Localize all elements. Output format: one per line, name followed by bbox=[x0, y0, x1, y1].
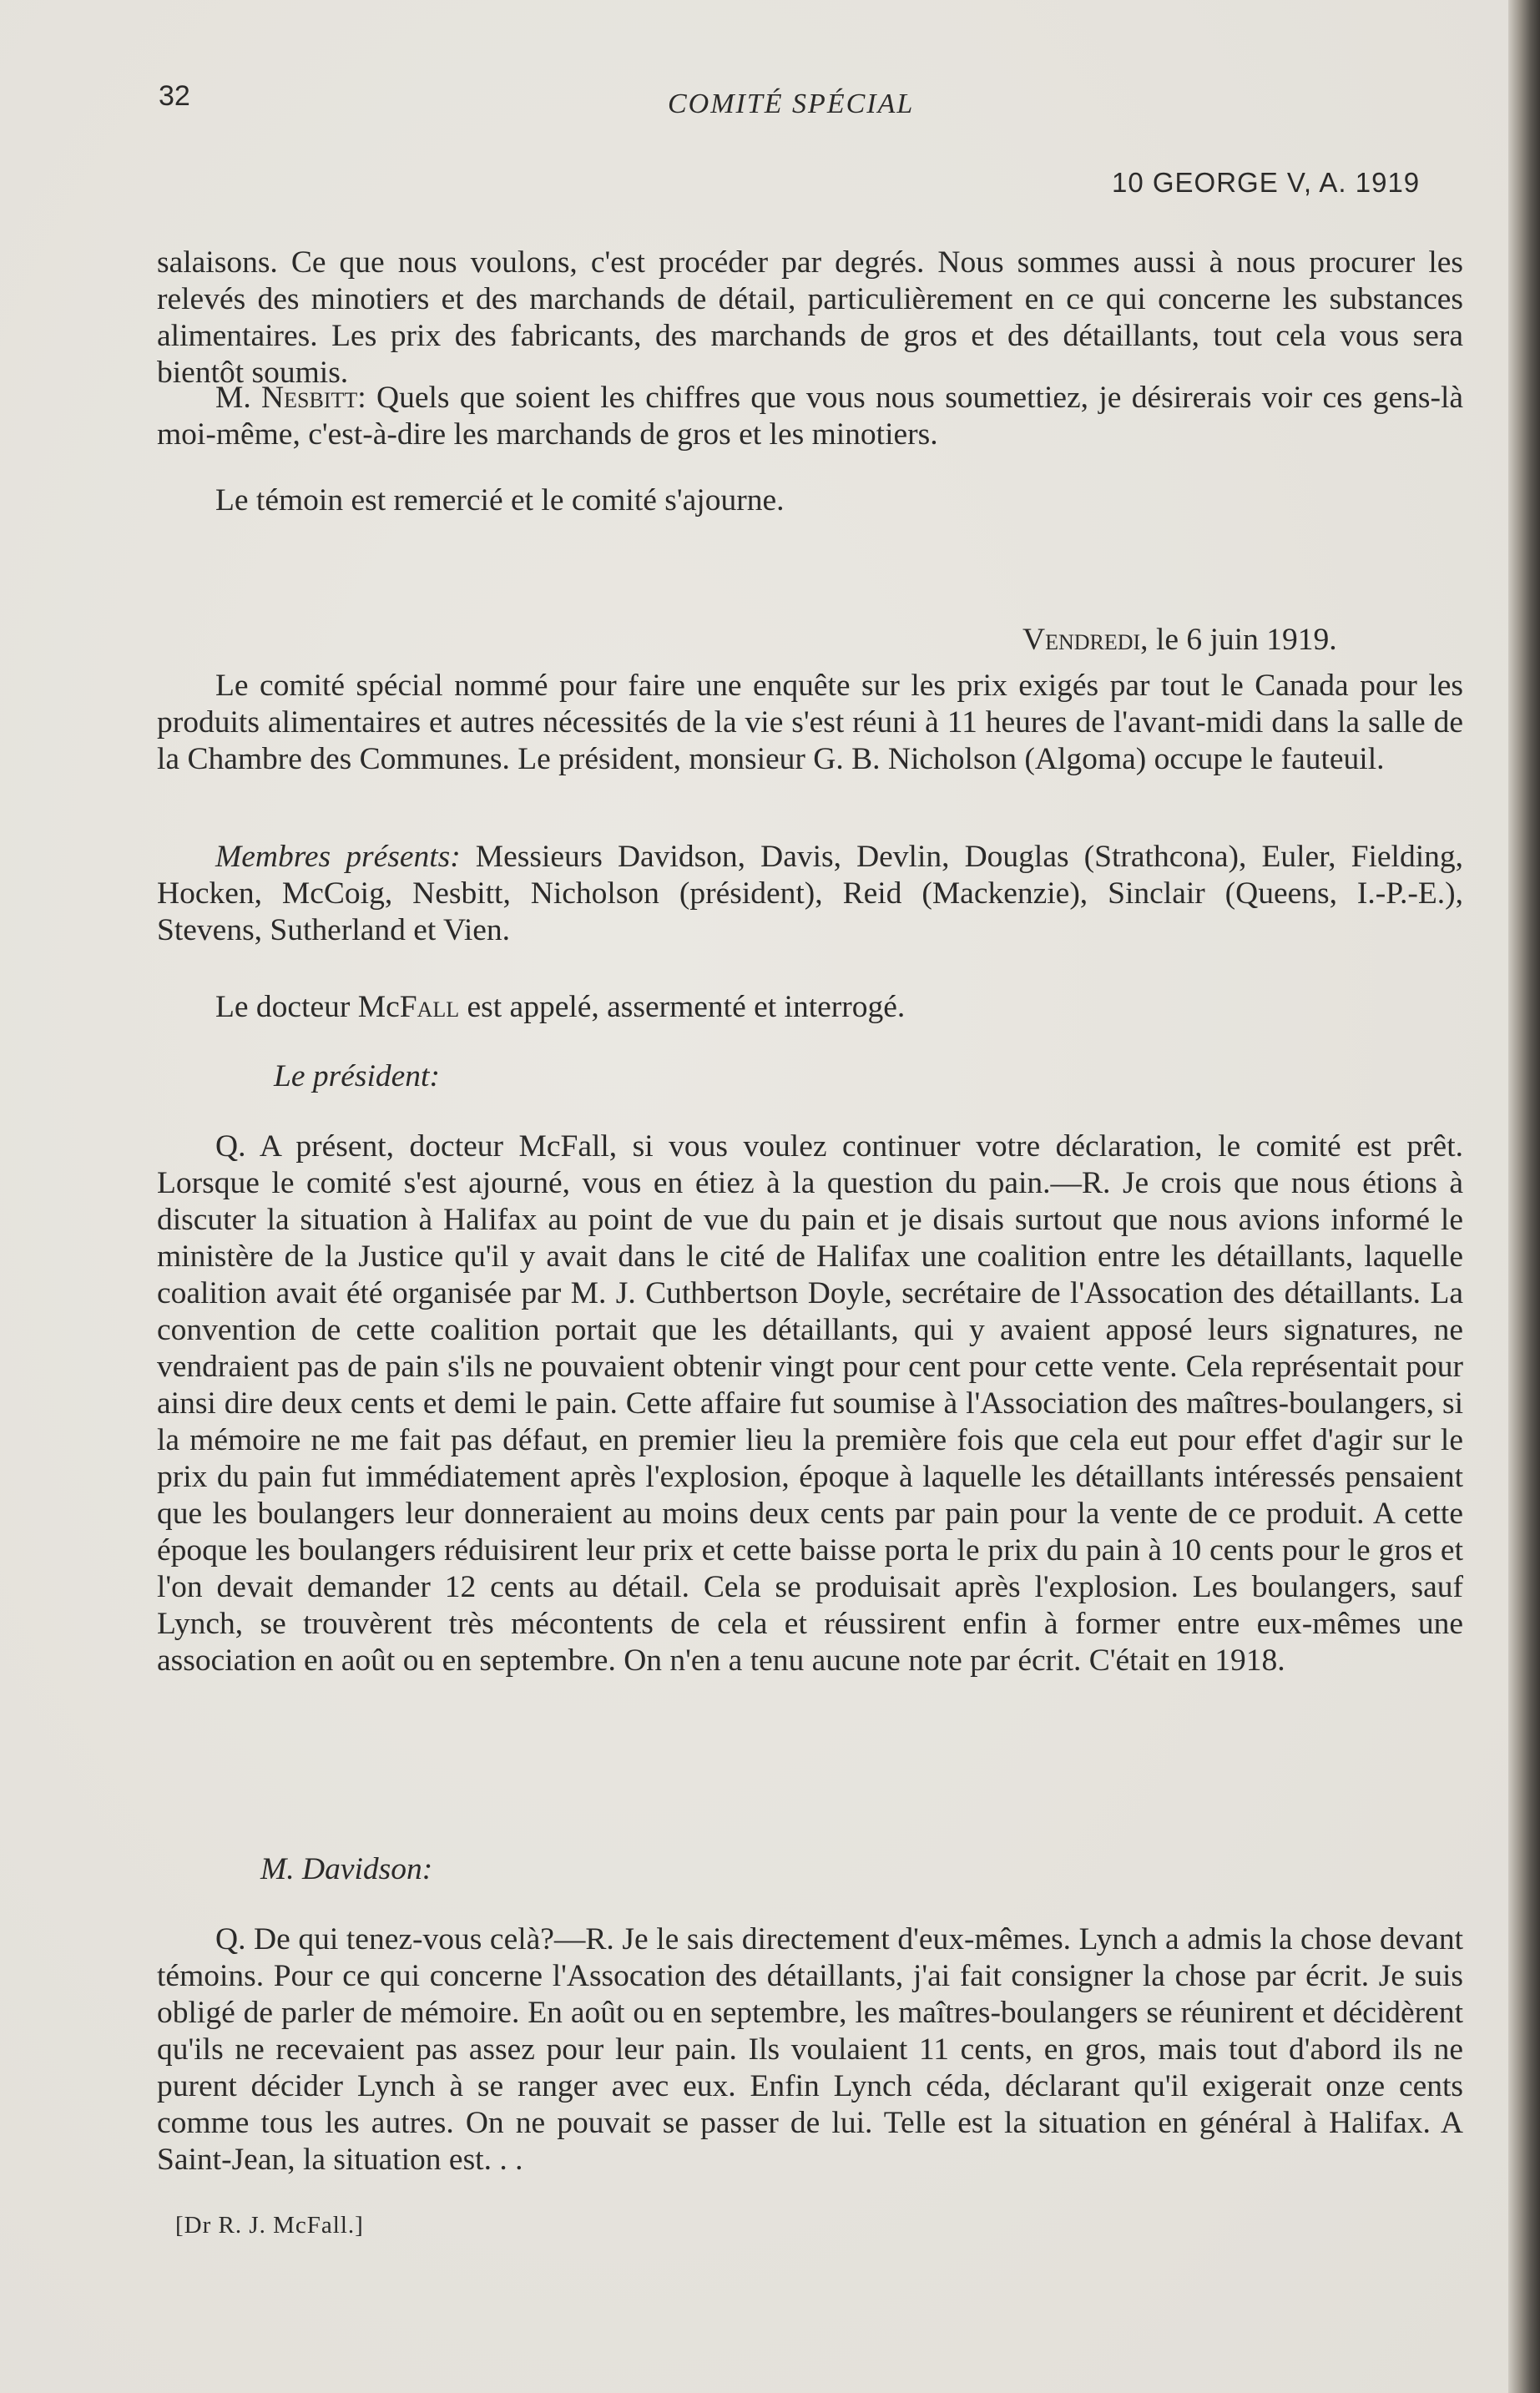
witness-name: Fall bbox=[399, 990, 460, 1024]
paragraph-committee-meeting: Le comité spécial nommé pour faire une enquête sur les prix exigés par tout le Canada pour les produits alimentaires et autres nécessités de la vie s'est réuni à 11 heures de l'avant-midi dans la salle de la Chambre des Communes. Le président, monsieur G. B. Nicholson (Algoma) occupe le fauteuil. bbox=[157, 669, 1463, 776]
witness-text-b: est appelé, assermenté et interrogé. bbox=[459, 990, 906, 1024]
session-label: 10 GEORGE V, A. 1919 bbox=[1112, 167, 1421, 198]
paragraph-testimony-1: Q. A présent, docteur McFall, si vous voulez continuer votre déclaration, le comité est prêt. Lorsque le comité s'est ajourné, vous en étiez à la question du pain.—R. Je crois que nous étions à discuter la situation à Halifax au point de vue du pain et je disais surtout que nous avions informé le ministère de la Justice qu'il y avait dans le cité de Halifax une coalition entre les détaillants, laquelle coalition avait été organisée par M. J. Cuthbertson Doyle, secrétaire de l'Assocation des détaillants. La convention de cette coalition portait que les détaillants, qui y avaient apposé leurs signatures, ne vendraient pas de pain s'ils ne pouvaient obtenir vingt pour cent pour cette vente. Cela représentait pour ainsi dire deux cents et demi le pain. Cette affaire fut soumise à l'Association des maîtres-boulangers, si la mémoire ne me fait pas défaut, en premier lieu la première fois que cela eut pour effet d'agir sur le prix du pain fut immédiatement après l'explosion, époque à laquelle les détaillants intéressés pensaient que les boulangers leur donneraient au moins deux cents par pain pour la vente de ce produit. A cette époque les boulangers réduisirent leur prix et cette baisse porta le prix du pain à 10 cents pour le gros et l'on devait demander 12 cents au détail. Cela se produisait après l'explosion. Les boulangers, sauf Lynch, se trouvèrent très mécontents de cela et réussirent enfin à former entre eux-mêmes une association en août ou en septembre. On n'en a tenu aucune note par écrit. C'était en 1918. bbox=[157, 1129, 1463, 1678]
paragraph-witness-called bbox=[157, 989, 1463, 1026]
witness-text-a: Le docteur Mc bbox=[215, 990, 400, 1024]
date-rest: le 6 juin 1919. bbox=[1148, 623, 1337, 657]
sitting-date bbox=[1022, 622, 1337, 658]
speaker-name: M. Nesbitt: bbox=[215, 381, 366, 415]
paragraph-adjournment: Le témoin est remercié et le comité s'ajourne. bbox=[215, 483, 785, 517]
paragraph-testimony-2: Q. De qui tenez-vous celà?—R. Je le sais directement d'eux-mêmes. Lynch a admis la chose devant témoins. Pour ce qui concerne l'Assocation des détaillants, j'ai fait consigner la chose par écrit. Je suis obligé de parler de mémoire. En août ou en septembre, les maîtres-boulangers se réunirent et décidèrent qu'ils ne recevaient pas assez pour leur pain. Ils voulaient 11 cents, en gros, mais tout d'abord ils ne purent décider Lynch à se ranger avec eux. Enfin Lynch céda, déclarant qu'il exigerait onze cents comme tous les autres. On ne pouvait se passer de lui. Telle est la situation en général à Halifax. A Saint-Jean, la situation est. . . bbox=[157, 1922, 1463, 2177]
page-number: 32 bbox=[159, 80, 190, 112]
members-list: Messieurs Davidson, Davis, Devlin, Douglas (Strathcona), Euler, Fielding, Hocken, McCoig, Nesbitt, Nicholson (président), Reid (Mackenzie), Sinclair (Queens, I.-P.-E.), Stevens, Sutherland et Vien. bbox=[157, 840, 1463, 947]
book-binding-edge bbox=[1508, 0, 1540, 2393]
paragraph-text: salaisons. Ce que nous voulons, c'est procéder par degrés. Nous sommes aussi à nous procurer les relevés des minotiers et des marchands de détail, particulièrement en ce qui concerne les substances alimentaires. Les prix des fabricants, des marchands de gros et des détaillants, tout cela vous sera bientôt soumis. bbox=[157, 245, 1463, 390]
witness-attribution: [Dr R. J. McFall.] bbox=[175, 2212, 364, 2239]
speaker-heading-davidson: M. Davidson: bbox=[260, 1852, 433, 1886]
paragraph-members-present bbox=[157, 839, 1463, 949]
speaker-heading-president: Le président: bbox=[274, 1059, 440, 1093]
paragraph-nesbitt bbox=[157, 380, 1463, 453]
date-day: Vendredi, bbox=[1022, 623, 1149, 657]
members-label: Membres présents: bbox=[215, 840, 461, 874]
running-title: COMITÉ SPÉCIAL bbox=[668, 88, 915, 119]
paragraph-text: Quels que soient les chiffres que vous nous soumettiez, je désirerais voir ces gens-là moi-même, c'est-à-dire les marchands de gros et les minotiers. bbox=[157, 381, 1464, 452]
